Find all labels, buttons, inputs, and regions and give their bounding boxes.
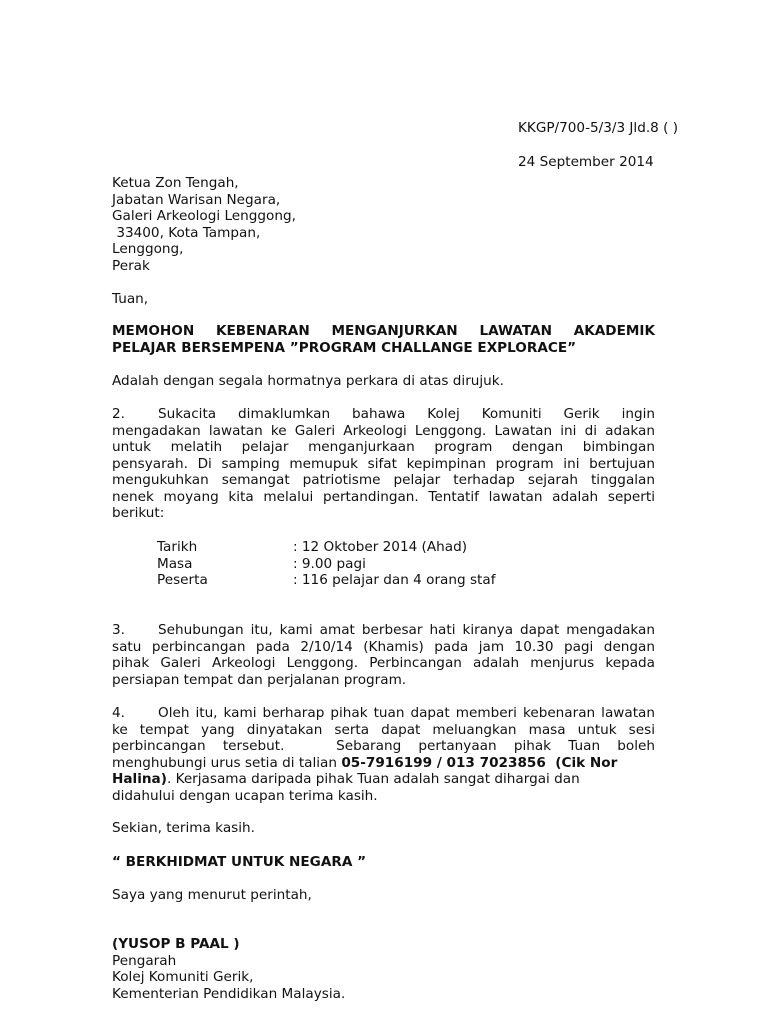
paragraph-line: pihak Galeri Arkeologi Lenggong. Perbincangan adalah menjurus kepada [112,655,655,671]
paragraph-line: persiapan tempat dan perjalanan program. [112,671,407,688]
reference-number: KKGP/700-5/3/3 Jld.8 ( ) [518,120,679,136]
paragraph-line: nenek moyang kita melalui pertandingan. Tentatif lawatan adalah seperti [112,488,655,505]
paragraph-number: 3. [112,622,125,638]
detail-label: Masa [157,555,193,572]
contact-phone-numbers: 05-7916199 / 013 7023856 (Cik Nor [341,754,618,771]
paragraph-line-text: Sukacita dimaklumkan bahawa Kolej Komuniti Gerik ingin [158,406,655,422]
sign-off-text: Saya yang menurut perintah, [112,887,312,903]
paragraph-text: Adalah dengan segala hormatnya perkara di atas dirujuk. [112,373,504,389]
signatory-organization: Kolej Komuniti Gerik, [112,969,254,985]
paragraph-line [112,755,655,772]
signatory-ministry: Kementerian Pendidikan Malaysia. [112,985,346,1002]
detail-value: : 9.00 pagi [293,555,366,572]
recipient-line: Perak [112,257,150,274]
paragraph-line: ke tempat yang dinyatakan serta dapat meluangkan masa untuk sesi [112,721,655,738]
detail-label: Tarikh [157,539,198,555]
paragraph-line: pensyarah. Di samping memupuk sifat kepimpinan program ini bertujuan [112,455,655,472]
paragraph-line-text: Oleh itu, kami berharap pihak tuan dapat memberi kebenaran lawatan [158,705,655,721]
paragraph-line: mengadakan lawatan ke Galeri Arkeologi Lenggong. Lawatan ini di adakan [112,422,655,439]
paragraph-line: berikut: [112,505,165,521]
recipient-line: Lenggong, [112,241,184,257]
signatory-name: (YUSOP B PAAL ) [112,936,240,952]
contact-person-name: Halina) [112,771,167,787]
paragraph-number: 4. [112,705,125,721]
salutation [112,291,655,308]
sign-off [112,887,655,904]
letter-subject [112,323,655,356]
motto [112,854,655,871]
paragraph-line [112,705,655,722]
closing-text: Sekian, terima kasih. [112,820,255,836]
detail-value: : 12 Oktober 2014 (Ahad) [293,539,468,555]
recipient-line: Galeri Arkeologi Lenggong, [112,208,296,224]
recipient-line: Ketua Zon Tengah, [112,175,239,191]
signature-block [112,936,655,1002]
paragraph-1 [112,373,655,390]
salutation-text: Tuan, [112,291,149,307]
letter-date: 24 September 2014 [518,154,654,170]
paragraph-line [112,771,655,788]
detail-value: : 116 pelajar dan 4 orang staf [293,572,496,588]
recipient-address [112,175,655,274]
signatory-title: Pengarah [112,952,177,969]
closing [112,820,655,837]
paragraph-3 [112,622,655,688]
subject-line: MEMOHON KEBENARAN MENGANJURKAN LAWATAN AKADEMIK [112,323,655,339]
paragraph-line: didahului dengan ucapan terima kasih. [112,787,378,804]
paragraph-line: satu perbincangan pada 2/10/14 (Khamis) pada jam 10.30 pagi dengan [112,638,655,655]
recipient-line: Jabatan Warisan Negara, [112,191,281,208]
paragraph-line-text: . Kerjasama daripada pihak Tuan adalah sangat dihargai dan [166,771,580,787]
paragraph-4 [112,705,655,804]
paragraph-line: mengukuhkan semangat patriotisme pelajar terhadap sejarah tinggalan [112,472,655,488]
subject-line: PELAJAR BERSEMPENA ”PROGRAM CHALLANGE EXPLORACE” [112,339,577,356]
paragraph-line [112,406,655,423]
recipient-line: 33400, Kota Tampan, [112,224,261,241]
paragraph-line: perbincangan tersebut. Sebarang pertanyaan pihak Tuan boleh [112,738,655,754]
paragraph-line: untuk melatih pelajar menganjurkaan program dengan bimbingan [112,439,655,455]
paragraph-line-text: Sehubungan itu, kami amat berbesar hati kiranya dapat mengadakan [158,622,655,638]
paragraph-line-text: menghubungi urus setia di talian [112,754,342,771]
paragraph-number: 2. [112,406,125,422]
detail-label: Peserta [157,572,208,588]
paragraph-2 [112,406,655,522]
motto-text: “ BERKHIDMAT UNTUK NEGARA ” [112,854,367,870]
paragraph-line [112,622,655,639]
